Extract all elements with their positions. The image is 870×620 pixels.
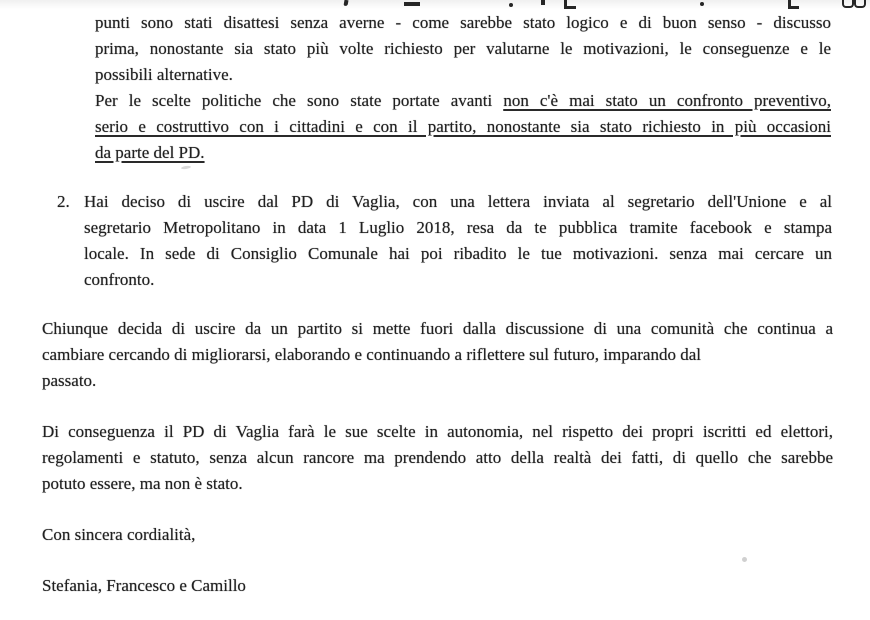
paragraph-choices: [95, 10, 831, 166]
clipped-text-fragment: [564, 0, 576, 9]
text-line: Hai deciso di uscire dal PD di Vaglia, con una lettera inviata al segretario dell'Unione e al: [84, 192, 832, 211]
clipped-text-fragment: [842, 0, 854, 8]
clipped-text-fragment: [854, 0, 866, 8]
clipped-text-fragment: [788, 0, 799, 9]
underlined-text: non c'è mai stato un confronto preventivo,: [503, 91, 831, 110]
list-item-marker: 2.: [57, 192, 70, 211]
text-line: prima, nonostante sia stato più volte richiesto per valutarne le motivazioni, le conseguenze e le: [95, 39, 831, 58]
text-line: potuto essere, ma non è stato.: [42, 474, 243, 493]
text-line: confronto.: [84, 270, 155, 289]
text-line: passato.: [42, 371, 97, 390]
clipped-text-fragment: [344, 0, 349, 6]
paragraph-pd-autonomy: [42, 419, 833, 497]
closing-salutation: Con sincera cordialità,: [42, 525, 196, 544]
text-line: punti sono stati disattesi senza averne - come sarebbe stato logico e di buon senso - discusso: [95, 13, 831, 32]
clipped-text-fragment: [509, 3, 513, 7]
text-line: Di conseguenza il PD di Vaglia farà le sue scelte in autonomia, nel rispetto dei propri iscritti ed elettori,: [42, 422, 833, 441]
clipped-text-fragment: [700, 2, 704, 6]
clipped-text-fragment: [541, 0, 545, 5]
text-segment: Per le scelte politiche che sono state portate avanti: [95, 91, 493, 110]
underlined-text: serio e costruttivo con i cittadini e con il partito, nonostante sia stato richiesto in più occasioni: [95, 117, 831, 136]
text-line: locale. In sede di Consiglio Comunale hai poi ribadito le tue motivazioni. senza mai cercare un: [84, 244, 832, 263]
paragraph-exit-consequence: [42, 316, 833, 394]
signature-names: Stefania, Francesco e Camillo: [42, 576, 246, 595]
text-line: segretario Metropolitano in data 1 Luglio 2018, resa da te pubblica tramite facebook e stampa: [84, 218, 832, 237]
text-line: [95, 88, 831, 114]
text-line: cambiare cercando di migliorarsi, elaborando e continuando a riflettere sul futuro, imparando dal: [42, 345, 701, 364]
text-line: regolamenti e statuto, senza alcun rancore ma prendendo atto della realtà dei fatti, di quello che sarebbe: [42, 448, 833, 467]
list-item-2: [84, 189, 832, 293]
text-line: possibili alternative.: [95, 65, 233, 84]
text-line: Chiunque decida di uscire da un partito si mette fuori dalla discussione di una comunità che continua a: [42, 319, 833, 338]
underlined-text: da parte del PD.: [95, 143, 205, 162]
clipped-text-fragment: [404, 2, 420, 6]
scan-smudge: [181, 165, 191, 169]
scan-speck: [742, 557, 747, 562]
